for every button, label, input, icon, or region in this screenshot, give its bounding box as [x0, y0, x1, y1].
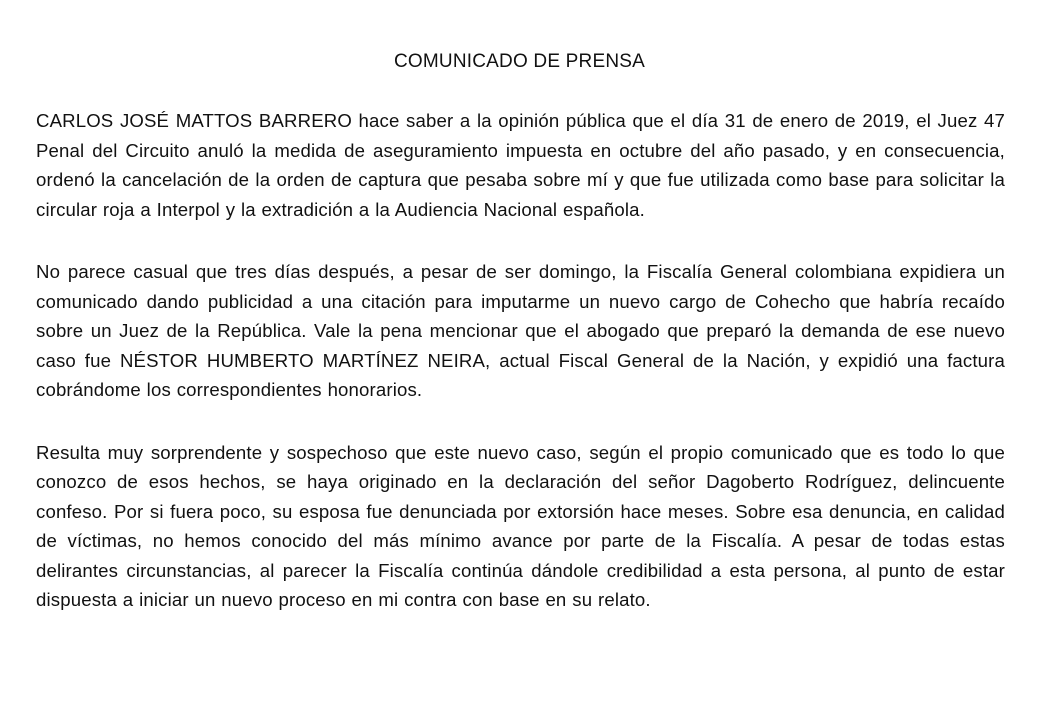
paragraph-3: Resulta muy sorprendente y sospechoso que este nuevo caso, según el propio comunicado que es todo lo que conozco de esos hechos, se haya originado en la declaración del señor Dagoberto Rodríguez, delincuente confeso. Por si fuera poco, su esposa fue denunciada por extorsión hace meses. Sobre esa denuncia, en calidad de víctimas, no hemos conocido del más mínimo avance por parte de la Fiscalía. A pesar de todas estas delirantes circunstancias, al parecer la Fiscalía continúa dándole credibilidad a esta persona, al punto de estar dispuesta a iniciar un nuevo proceso en mi contra con base en su relato. — [36, 441, 1005, 610]
document-title: COMUNICADO DE PRENSA — [393, 51, 646, 72]
paragraph-2: No parece casual que tres días después, a pesar de ser domingo, la Fiscalía General colombiana expidiera un comunicado dando publicidad a una citación para imputarme un nuevo cargo de Cohecho que habría recaído sobre un Juez de la República. Vale la pena mencionar que el abogado que preparó la demanda de ese nuevo caso fue NÉSTOR HUMBERTO MARTÍNEZ NEIRA, actual Fiscal General de la Nación, y expidió una factura cobrándome los correspondientes honorarios. — [36, 261, 1005, 400]
paragraph-1: CARLOS JOSÉ MATTOS BARRERO hace saber a la opinión pública que el día 31 de enero de 2019, el Juez 47 Penal del Circuito anuló la medida de aseguramiento impuesta en octubre del año pasado, y en consecuencia, ordenó la cancelación de la orden de captura que pesaba sobre mí y que fue utilizada como base para solicitar la circular roja a Interpol y la extradición a la Audiencia Nacional española. — [36, 110, 1005, 220]
document-body — [36, 106, 1005, 648]
